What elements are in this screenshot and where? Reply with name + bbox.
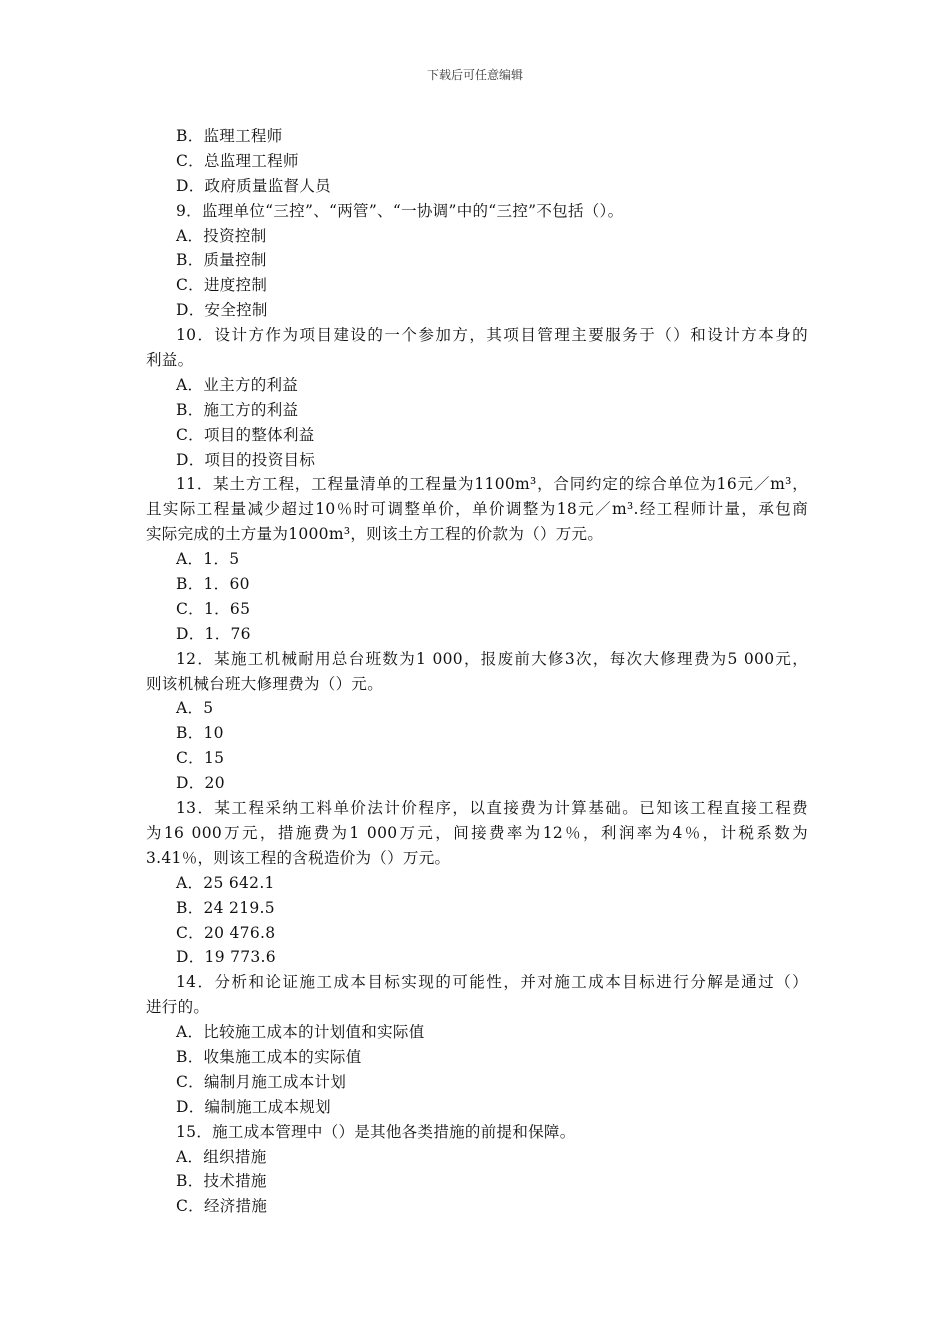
answer-option: C．进度控制 (176, 276, 268, 295)
answer-option: D．19 773.6 (176, 948, 276, 967)
document-body (146, 124, 808, 1219)
question-text-continued: 实际完成的土方量为1000m³，则该土方工程的价款为（）万元。 (146, 525, 604, 544)
answer-option: B．技术措施 (176, 1172, 267, 1191)
answer-option: C．20 476.8 (176, 923, 276, 942)
answer-option: A．比较施工成本的计划值和实际值 (176, 1023, 425, 1042)
question-text: 12．某施工机械耐用总台班数为1 000，报废前大修3次，每次大修理费为5 000元， (176, 649, 808, 668)
answer-option: B．监理工程师 (176, 127, 283, 145)
answer-option: B．10 (176, 724, 224, 743)
answer-option: C．项目的整体利益 (176, 425, 315, 444)
question-text-continued: 3.41％，则该工程的含税造价为（）万元。 (146, 848, 451, 867)
answer-option: D．项目的投资目标 (176, 450, 316, 469)
answer-option: B．收集施工成本的实际值 (176, 1047, 362, 1066)
question-text-continued: 且实际工程量减少超过10％时可调整单价，单价调整为18元／m³.经工程师计量，承包商 (146, 500, 808, 519)
question-text-continued: 利益。 (146, 351, 194, 370)
answer-option: C．总监理工程师 (176, 151, 299, 170)
question-text-continued: 为16 000万元，措施费为1 000万元，间接费率为12％，利润率为4％，计税系数为 (146, 823, 808, 842)
answer-option: A．25 642.1 (176, 873, 275, 892)
answer-option: B．24 219.5 (176, 898, 275, 917)
answer-option: C．15 (176, 749, 225, 768)
question-text: 10．设计方作为项目建设的一个参加方，其项目管理主要服务于（）和设计方本身的 (176, 326, 808, 345)
answer-option: D．1．76 (176, 624, 251, 643)
answer-option: D．20 (176, 774, 225, 793)
answer-option: A．5 (176, 699, 214, 718)
question-text: 14．分析和论证施工成本目标实现的可能性，并对施工成本目标进行分解是通过（） (176, 973, 808, 992)
question-text: 11．某土方工程，工程量清单的工程量为1100m³，合同约定的综合单位为16元／m³， (176, 475, 808, 494)
answer-option: C．经济措施 (176, 1197, 268, 1216)
answer-option: B．质量控制 (176, 251, 267, 270)
answer-option: A．组织措施 (176, 1147, 267, 1166)
answer-option: D．政府质量监督人员 (176, 176, 331, 195)
answer-option: B．1．60 (176, 575, 250, 594)
answer-option: B．施工方的利益 (176, 400, 299, 419)
answer-option: D．编制施工成本规划 (176, 1097, 331, 1116)
question-text: 15．施工成本管理中（）是其他各类措施的前提和保障。 (176, 1122, 576, 1141)
answer-option: D．安全控制 (176, 301, 268, 320)
answer-option: C．编制月施工成本计划 (176, 1072, 347, 1091)
page-header: 下载后可任意编辑 (426, 68, 523, 82)
question-text-continued: 进行的。 (146, 998, 210, 1017)
answer-option: A．投资控制 (176, 226, 267, 245)
answer-option: C．1．65 (176, 599, 251, 618)
question-text-continued: 则该机械台班大修理费为（）元。 (146, 674, 384, 693)
question-text: 13．某工程采纳工料单价法计价程序，以直接费为计算基础。已知该工程直接工程费 (176, 799, 808, 818)
answer-option: A．业主方的利益 (176, 375, 299, 394)
question-text: 9．监理单位“三控”、“两管”、“一协调”中的“三控”不包括（）。 (176, 201, 624, 220)
answer-option: A．1．5 (176, 550, 240, 569)
